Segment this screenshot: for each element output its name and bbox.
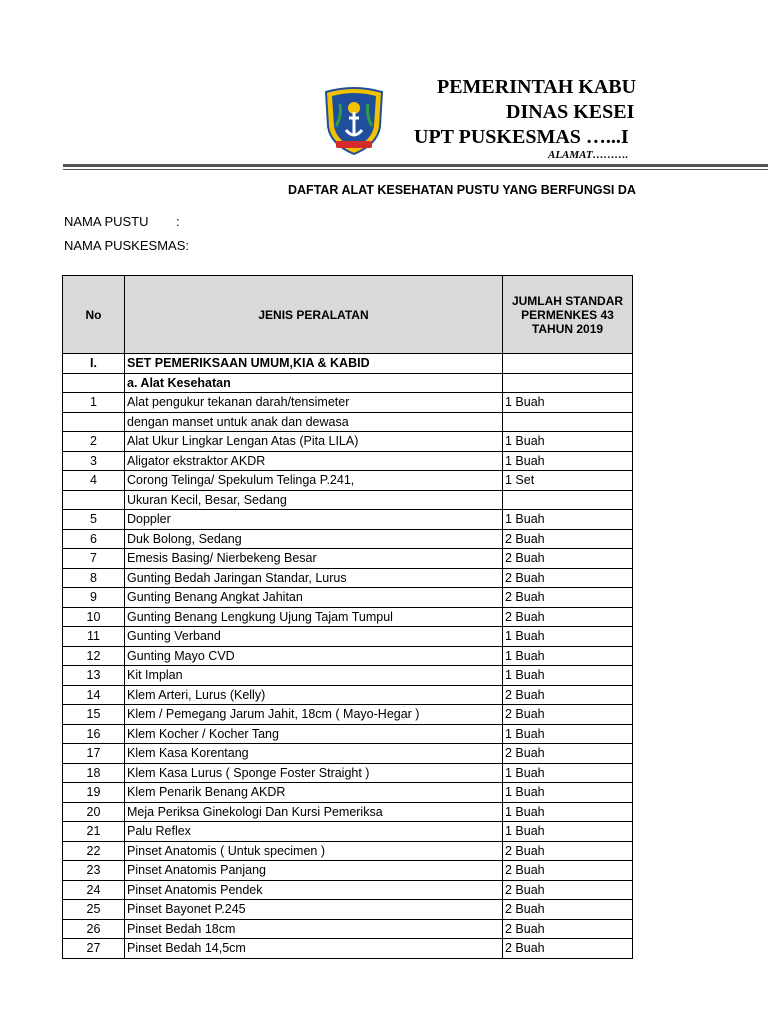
- meta-pustu: [64, 214, 180, 229]
- equipment-name: Pinset Anatomis Panjang: [125, 861, 503, 881]
- row-number: 24: [63, 880, 125, 900]
- equipment-quantity: [503, 490, 633, 510]
- equipment-name: Duk Bolong, Sedang: [125, 529, 503, 549]
- row-number: 23: [63, 861, 125, 881]
- table-row: [63, 705, 633, 725]
- row-number: 6: [63, 529, 125, 549]
- equipment-name: Emesis Basing/ Nierbekeng Besar: [125, 549, 503, 569]
- table-body: [63, 354, 633, 959]
- equipment-quantity: 2 Buah: [503, 900, 633, 920]
- letterhead-line-1: PEMERINTAH KABU: [437, 76, 637, 98]
- equipment-quantity: 1 Buah: [503, 724, 633, 744]
- equipment-quantity: 1 Buah: [503, 451, 633, 471]
- equipment-quantity: 1 Buah: [503, 627, 633, 647]
- equipment-quantity: 2 Buah: [503, 607, 633, 627]
- equipment-name: Gunting Verband: [125, 627, 503, 647]
- equipment-name: Kit Implan: [125, 666, 503, 686]
- table-row: [63, 354, 633, 374]
- equipment-quantity: 2 Buah: [503, 919, 633, 939]
- equipment-name: Doppler: [125, 510, 503, 530]
- table-row: [63, 763, 633, 783]
- header-jenis-peralatan: JENIS PERALATAN: [125, 276, 503, 354]
- row-number: 25: [63, 900, 125, 920]
- equipment-name: Ukuran Kecil, Besar, Sedang: [125, 490, 503, 510]
- letterhead-address: ALAMAT……….: [548, 149, 629, 161]
- pustu-colon: :: [176, 214, 180, 229]
- row-number: 1: [63, 393, 125, 413]
- equipment-name: Pinset Anatomis Pendek: [125, 880, 503, 900]
- table-row: [63, 802, 633, 822]
- row-number: I.: [63, 354, 125, 374]
- header-no: No: [63, 276, 125, 354]
- row-number: 15: [63, 705, 125, 725]
- table-row: [63, 744, 633, 764]
- equipment-name: Palu Reflex: [125, 822, 503, 842]
- pustu-label: NAMA PUSTU: [64, 214, 149, 229]
- row-number: [63, 412, 125, 432]
- table-row: [63, 646, 633, 666]
- table-row: [63, 393, 633, 413]
- letterhead-rule-thick: [63, 164, 768, 167]
- row-number: 11: [63, 627, 125, 647]
- equipment-quantity: 2 Buah: [503, 880, 633, 900]
- equipment-quantity: 2 Buah: [503, 939, 633, 959]
- document-title: DAFTAR ALAT KESEHATAN PUSTU YANG BERFUNGSI DA: [288, 183, 636, 197]
- equipment-name: Pinset Bedah 14,5cm: [125, 939, 503, 959]
- table-header-row: [63, 276, 633, 354]
- puskesmas-label: NAMA PUSKESMAS:: [64, 238, 189, 253]
- table-row: [63, 451, 633, 471]
- row-number: 12: [63, 646, 125, 666]
- equipment-quantity: 1 Buah: [503, 822, 633, 842]
- row-number: 27: [63, 939, 125, 959]
- equipment-name: Alat pengukur tekanan darah/tensimeter: [125, 393, 503, 413]
- table-row: [63, 510, 633, 530]
- row-number: 13: [63, 666, 125, 686]
- equipment-quantity: [503, 373, 633, 393]
- row-number: 17: [63, 744, 125, 764]
- table-row: [63, 822, 633, 842]
- regency-crest-logo: [322, 86, 386, 156]
- equipment-quantity: 1 Buah: [503, 510, 633, 530]
- equipment-quantity: 2 Buah: [503, 705, 633, 725]
- equipment-name: dengan manset untuk anak dan dewasa: [125, 412, 503, 432]
- table-row: [63, 373, 633, 393]
- equipment-name: Klem Kasa Lurus ( Sponge Foster Straight ): [125, 763, 503, 783]
- row-number: 21: [63, 822, 125, 842]
- table-row: [63, 490, 633, 510]
- equipment-quantity: 2 Buah: [503, 685, 633, 705]
- equipment-name: Klem Penarik Benang AKDR: [125, 783, 503, 803]
- equipment-name: Klem Kasa Korentang: [125, 744, 503, 764]
- equipment-name: Klem Arteri, Lurus (Kelly): [125, 685, 503, 705]
- row-number: 14: [63, 685, 125, 705]
- letterhead-rule-thin: [63, 169, 768, 170]
- row-number: 4: [63, 471, 125, 491]
- equipment-name: SET PEMERIKSAAN UMUM,KIA & KABID: [125, 354, 503, 374]
- table-row: [63, 549, 633, 569]
- equipment-name: Gunting Benang Angkat Jahitan: [125, 588, 503, 608]
- equipment-quantity: 2 Buah: [503, 549, 633, 569]
- equipment-name: Alat Ukur Lingkar Lengan Atas (Pita LILA): [125, 432, 503, 452]
- equipment-quantity: 1 Buah: [503, 393, 633, 413]
- equipment-quantity: 1 Buah: [503, 666, 633, 686]
- row-number: 3: [63, 451, 125, 471]
- row-number: 22: [63, 841, 125, 861]
- table-row: [63, 471, 633, 491]
- row-number: 19: [63, 783, 125, 803]
- equipment-quantity: 2 Buah: [503, 529, 633, 549]
- table-row: [63, 900, 633, 920]
- table-row: [63, 841, 633, 861]
- equipment-quantity: 1 Buah: [503, 783, 633, 803]
- equipment-quantity: [503, 354, 633, 374]
- equipment-quantity: 2 Buah: [503, 744, 633, 764]
- letterhead-line-3: UPT PUSKESMAS …...I: [414, 126, 629, 148]
- equipment-name: a. Alat Kesehatan: [125, 373, 503, 393]
- table-row: [63, 861, 633, 881]
- equipment-quantity: 2 Buah: [503, 841, 633, 861]
- table-row: [63, 432, 633, 452]
- table-row: [63, 685, 633, 705]
- row-number: 8: [63, 568, 125, 588]
- equipment-name: Gunting Bedah Jaringan Standar, Lurus: [125, 568, 503, 588]
- equipment-name: Corong Telinga/ Spekulum Telinga P.241,: [125, 471, 503, 491]
- table-row: [63, 529, 633, 549]
- equipment-quantity: 1 Buah: [503, 802, 633, 822]
- row-number: 2: [63, 432, 125, 452]
- table-row: [63, 783, 633, 803]
- equipment-quantity: 1 Buah: [503, 646, 633, 666]
- row-number: 16: [63, 724, 125, 744]
- table-row: [63, 880, 633, 900]
- row-number: 7: [63, 549, 125, 569]
- row-number: 9: [63, 588, 125, 608]
- row-number: 26: [63, 919, 125, 939]
- row-number: 10: [63, 607, 125, 627]
- equipment-name: Klem / Pemegang Jarum Jahit, 18cm ( Mayo-Hegar ): [125, 705, 503, 725]
- equipment-name: Aligator ekstraktor AKDR: [125, 451, 503, 471]
- equipment-quantity: 1 Set: [503, 471, 633, 491]
- equipment-name: Klem Kocher / Kocher Tang: [125, 724, 503, 744]
- equipment-table: [62, 275, 633, 959]
- table-row: [63, 627, 633, 647]
- equipment-quantity: [503, 412, 633, 432]
- meta-puskesmas: [64, 238, 189, 253]
- table-row: [63, 412, 633, 432]
- equipment-name: Gunting Benang Lengkung Ujung Tajam Tumpul: [125, 607, 503, 627]
- table-row: [63, 666, 633, 686]
- equipment-quantity: 1 Buah: [503, 432, 633, 452]
- row-number: 18: [63, 763, 125, 783]
- table-row: [63, 724, 633, 744]
- header-jumlah-standar: JUMLAH STANDAR PERMENKES 43 TAHUN 2019: [503, 276, 633, 354]
- row-number: [63, 373, 125, 393]
- equipment-name: Pinset Bedah 18cm: [125, 919, 503, 939]
- equipment-quantity: 2 Buah: [503, 861, 633, 881]
- equipment-quantity: 2 Buah: [503, 588, 633, 608]
- equipment-quantity: 1 Buah: [503, 763, 633, 783]
- equipment-name: Meja Periksa Ginekologi Dan Kursi Pemeriksa: [125, 802, 503, 822]
- table-row: [63, 607, 633, 627]
- table-row: [63, 588, 633, 608]
- table-row: [63, 568, 633, 588]
- equipment-name: Gunting Mayo CVD: [125, 646, 503, 666]
- table-row: [63, 919, 633, 939]
- row-number: [63, 490, 125, 510]
- row-number: 20: [63, 802, 125, 822]
- equipment-quantity: 2 Buah: [503, 568, 633, 588]
- row-number: 5: [63, 510, 125, 530]
- equipment-name: Pinset Anatomis ( Untuk specimen ): [125, 841, 503, 861]
- letterhead-line-2: DINAS KESEI: [506, 101, 635, 123]
- table-row: [63, 939, 633, 959]
- equipment-name: Pinset Bayonet P.245: [125, 900, 503, 920]
